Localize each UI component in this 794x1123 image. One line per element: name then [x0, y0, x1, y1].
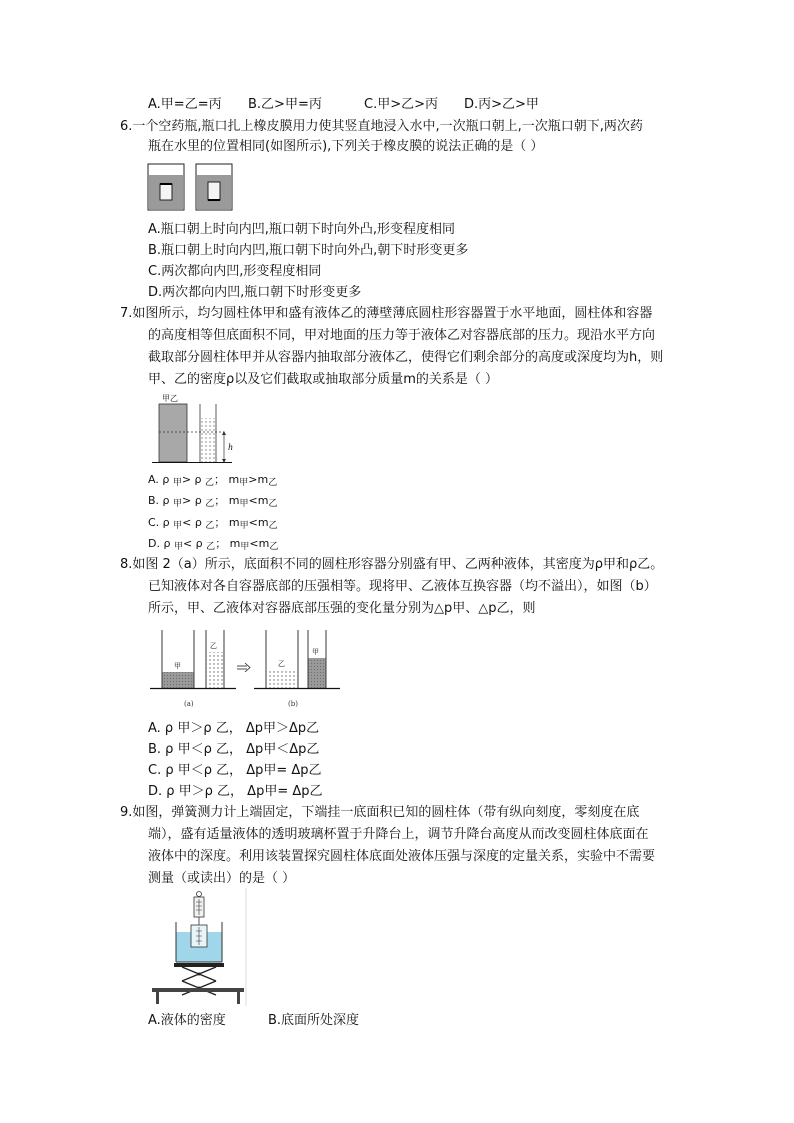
q6-figure-medicine-bottles — [146, 162, 236, 212]
liquid-jia-a — [163, 672, 194, 688]
figure-a — [150, 630, 236, 708]
q6-stem-line-1: 6.一个空药瓶,瓶口扎上橡皮膜用力使其竖直地浸入水中,一次瓶口朝上,一次瓶口朝下,两次药 — [120, 119, 643, 134]
q7-figure-cylinder-and-container — [152, 392, 244, 466]
caption-b: (b) — [288, 700, 298, 708]
q6-option-c: C.两次都向内凹,形变程度相同 — [148, 264, 322, 279]
caption-a: (a) — [184, 700, 194, 708]
q8-option-c: C. ρ 甲＜ρ 乙， Δp甲= Δp乙 — [148, 763, 322, 778]
svg-text:甲: 甲 — [174, 662, 181, 670]
q6-option-b: B.瓶口朝上时向内凹,瓶口朝下时向外凸,朝下时形变更多 — [148, 243, 469, 258]
bottle-mouth-up — [160, 184, 172, 200]
label-yi: 乙 — [170, 394, 178, 403]
q9-figure-spring-scale-apparatus — [148, 888, 250, 1006]
q7-stem-line-2: 的高度相等但底面积不同，甲对地面的压力等于液体乙对容器底部的压力。现沿水平方向 — [148, 328, 656, 343]
swap-arrow-icon — [237, 663, 250, 672]
q9-stem-line-4: 测量（或读出）的是（ ） — [148, 871, 296, 886]
q8-figure-containers — [148, 626, 358, 712]
q7-option-d: D. ρ $_甲$< ρ $_乙$； $m_甲<m_乙$ — [148, 537, 279, 552]
q8-stem-line-2: 已知液体对各自容器底部的压强相等。现将甲、乙液体互换容器（均不溢出），如图（b） — [148, 579, 657, 594]
liquid-jia-b — [309, 658, 326, 688]
q9-option-b: B.底面所处深度 — [268, 1013, 360, 1028]
q9-option-a: A.液体的密度 — [148, 1013, 226, 1028]
label-h: h — [228, 443, 234, 452]
q9-stem-line-2: 端），盛有适量液体的透明玻璃杯置于升降台上，调节升降台高度从而改变圆柱体底面在 — [148, 827, 649, 842]
graduated-cylinder — [191, 925, 207, 947]
q7-option-c: C. ρ $_甲$< ρ $_乙$； $m_甲<m_乙$ — [148, 516, 278, 531]
q7-stem-line-3: 截取部分圆柱体甲并从容器内抽取部分液体乙，使得它们剩余部分的高度或深度均为h，则 — [148, 350, 664, 365]
q7-stem-line-4: 甲、乙的密度ρ以及它们截取或抽取部分质量m的关系是（ ） — [148, 372, 499, 387]
svg-text:乙: 乙 — [210, 642, 217, 650]
q9-stem-line-1: 9.如图，弹簧测力计上端固定，下端挂一底面积已知的圆柱体（带有纵向刻度，零刻度在底 — [120, 805, 640, 820]
liquid-yi — [201, 418, 216, 462]
q8-option-a: A. ρ 甲＞ρ 乙， Δp甲＞Δp乙 — [148, 721, 320, 736]
q7-option-a: A. ρ $_甲$> ρ $_乙$； $m_甲>m_乙$ — [148, 473, 278, 488]
q6-option-d: D.两次都向内凹,瓶口朝下时形变更多 — [148, 285, 362, 300]
q8-option-b: B. ρ 甲＜ρ 乙， Δp甲＜Δp乙 — [148, 742, 320, 757]
q5-option-a: A.甲=乙=丙 — [148, 97, 222, 112]
q7-option-b: B. ρ $_甲$> ρ $_乙$； $m_甲<m_乙$ — [148, 494, 278, 509]
q8-option-d: D. ρ 甲＞ρ 乙， Δp甲= Δp乙 — [148, 784, 323, 799]
q8-stem-line-1: 8.如图 2（a）所示，底面积不同的圆柱形容器分别盛有甲、乙两种液体，其密度为ρ甲和ρ乙。 — [120, 557, 664, 572]
figure-b — [254, 630, 340, 708]
q6-option-a: A.瓶口朝上时向内凹,瓶口朝下时向外凸,形变程度相同 — [148, 222, 456, 237]
spring-scale-icon — [194, 892, 204, 926]
q5-option-b: B.乙>甲=丙 — [248, 97, 322, 112]
cylinder-jia — [159, 404, 187, 462]
q5-option-c: C.甲>乙>丙 — [364, 97, 438, 112]
q6-stem-line-2: 瓶在水里的位置相同(如图所示),下列关于橡皮膜的说法正确的是（ ） — [148, 139, 544, 154]
svg-text:乙: 乙 — [278, 660, 285, 668]
q8-stem-line-3: 所示，甲、乙液体对容器底部压强的变化量分别为△p甲、△p乙，则 — [148, 601, 536, 616]
table — [152, 988, 244, 1004]
q7-stem-line-1: 7.如图所示，均匀圆柱体甲和盛有液体乙的薄壁薄底圆柱形容器置于水平地面，圆柱体和容器 — [120, 306, 653, 321]
liquid-yi-b — [267, 670, 298, 688]
bottle-mouth-down — [208, 182, 220, 200]
q5-option-d: D.丙>乙>甲 — [464, 97, 539, 112]
q9-stem-line-3: 液体中的深度。利用该装置探究圆柱体底面处液体压强与深度的定量关系，实验中不需要 — [148, 849, 656, 864]
svg-text:甲: 甲 — [312, 648, 319, 656]
liquid-yi-a — [207, 652, 224, 688]
label-jia: 甲 — [162, 394, 170, 403]
